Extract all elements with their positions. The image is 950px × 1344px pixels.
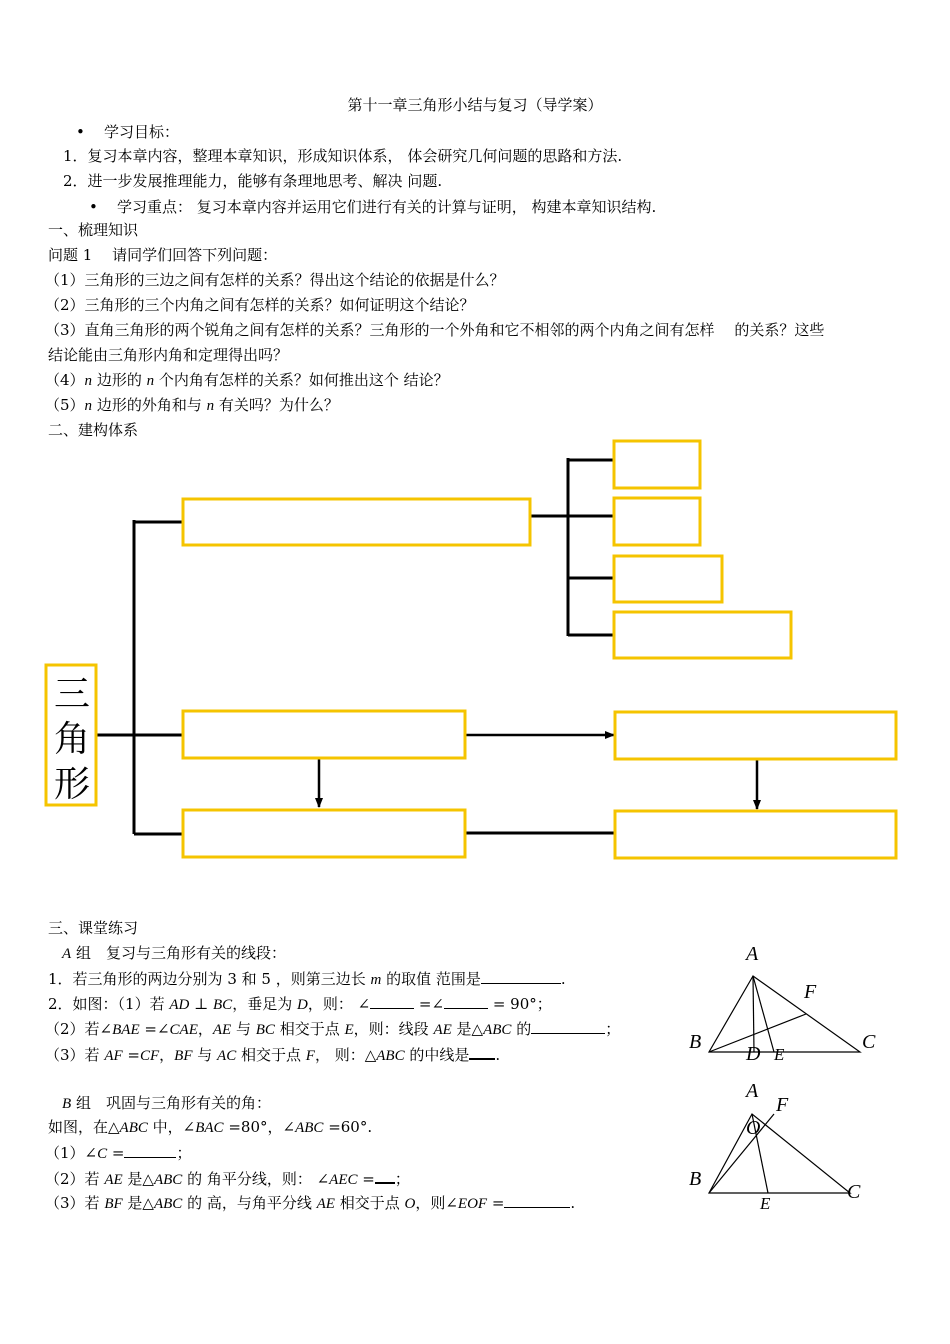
question-3-line-2: 结论能由三角形内角和定理得出吗？: [48, 346, 289, 364]
exercise-b1: （1）∠C = ；: [45, 1144, 192, 1162]
figure1-label-e: E: [774, 1045, 785, 1064]
question-intro: 问题 1 请同学们回答下列问题：: [48, 246, 278, 264]
root-char: 角: [53, 719, 90, 760]
empty-box: [614, 498, 700, 545]
empty-box: [183, 499, 530, 545]
empty-box: [615, 811, 896, 858]
question-1: （1）三角形的三边之间有怎样的关系？得出这个结论的依据是什么？: [45, 271, 505, 289]
empty-box: [614, 556, 722, 602]
exercise-a1: 1．若三角形的两边分别为 3 和 5 ，则第三边长 m 的取值 范围是 .: [48, 970, 566, 988]
question-3-line-1: （3）直角三角形的两个锐角之间有怎样的关系？三角形的一个外角和它不相邻的两个内角之间有怎样 的关系？这些: [45, 321, 825, 339]
question-4: （4）n 边形的 n 个内角有怎样的关系？如何推出这个 结论？: [45, 371, 449, 389]
question-2: （2）三角形的三个内角之间有怎样的关系？如何证明这个结论？: [45, 296, 475, 314]
empty-box: [615, 712, 896, 759]
figure2-label-a: A: [746, 1080, 759, 1102]
section-practice-heading: 三、课堂练习: [48, 919, 139, 937]
exercise-a4: （3）若 AF =CF，BF 与 AC 相交于点 F， 则：△ABC 的中线是 .: [45, 1043, 500, 1066]
key-points: • 学习重点： 复习本章内容并运用它们进行有关的计算与证明， 构建本章知识结构.: [117, 197, 656, 217]
question-5: （5）n 边形的外角和与 n 有关吗？为什么？: [45, 396, 339, 414]
exercise-a2: 2．如图：（1）若 AD ⊥ BC，垂足为 D，则： ∠ =∠ = 90°；: [48, 995, 552, 1013]
section-structure-heading: 二、建构体系: [48, 421, 139, 439]
figure2-label-b: B: [689, 1168, 702, 1190]
figure2-label-f: F: [776, 1094, 789, 1116]
empty-box: [183, 711, 465, 758]
figure1-label-b: B: [689, 1031, 702, 1053]
root-char: 形: [53, 764, 90, 805]
learning-goals-heading: • 学习目标：: [104, 122, 179, 142]
figure1-label-c: C: [862, 1031, 876, 1053]
group-b-heading: B 组 巩固与三角形有关的角：: [62, 1094, 271, 1112]
learning-goal-1: 1．复习本章内容，整理本章知识，形成知识体系， 体会研究几何问题的思路和方法.: [63, 147, 623, 165]
exercise-b3: （3）若 BF 是△ABC 的 高，与角平分线 AE 相交于点 O，则∠EOF = .: [45, 1194, 576, 1212]
page-title: 第十一章三角形小结与复习（导学案）: [347, 96, 603, 114]
figure1-label-d: D: [746, 1043, 761, 1065]
empty-box: [614, 441, 700, 488]
section-review-heading: 一、梳理知识: [48, 221, 139, 239]
figure2-label-c: C: [847, 1181, 861, 1203]
exercise-b-intro: 如图，在△ABC 中，∠BAC =80°，∠ABC =60°.: [48, 1118, 373, 1136]
figure1-label-a: A: [746, 943, 759, 965]
figure2-label-e: E: [760, 1194, 771, 1213]
figure2-label-o: O: [746, 1117, 761, 1139]
empty-box: [614, 612, 791, 658]
exercise-b2: （2）若 AE 是△ABC 的 角平分线，则： ∠AEC = ；: [45, 1167, 410, 1190]
root-char: 三: [53, 674, 90, 715]
triangle-figure-2: [709, 1114, 850, 1193]
exercise-a3: （2）若∠BAE =∠CAE，AE 与 BC 相交于点 E，则：线段 AE 是△ABC 的 ；: [45, 1020, 621, 1038]
figure1-label-f: F: [804, 981, 817, 1003]
learning-goal-2: 2．进一步发展推理能力，能够有条理地思考、解决 问题.: [63, 172, 443, 190]
group-a-heading: A 组 复习与三角形有关的线段：: [62, 944, 286, 962]
triangle-figure-1: [709, 976, 860, 1052]
empty-box: [183, 810, 465, 857]
